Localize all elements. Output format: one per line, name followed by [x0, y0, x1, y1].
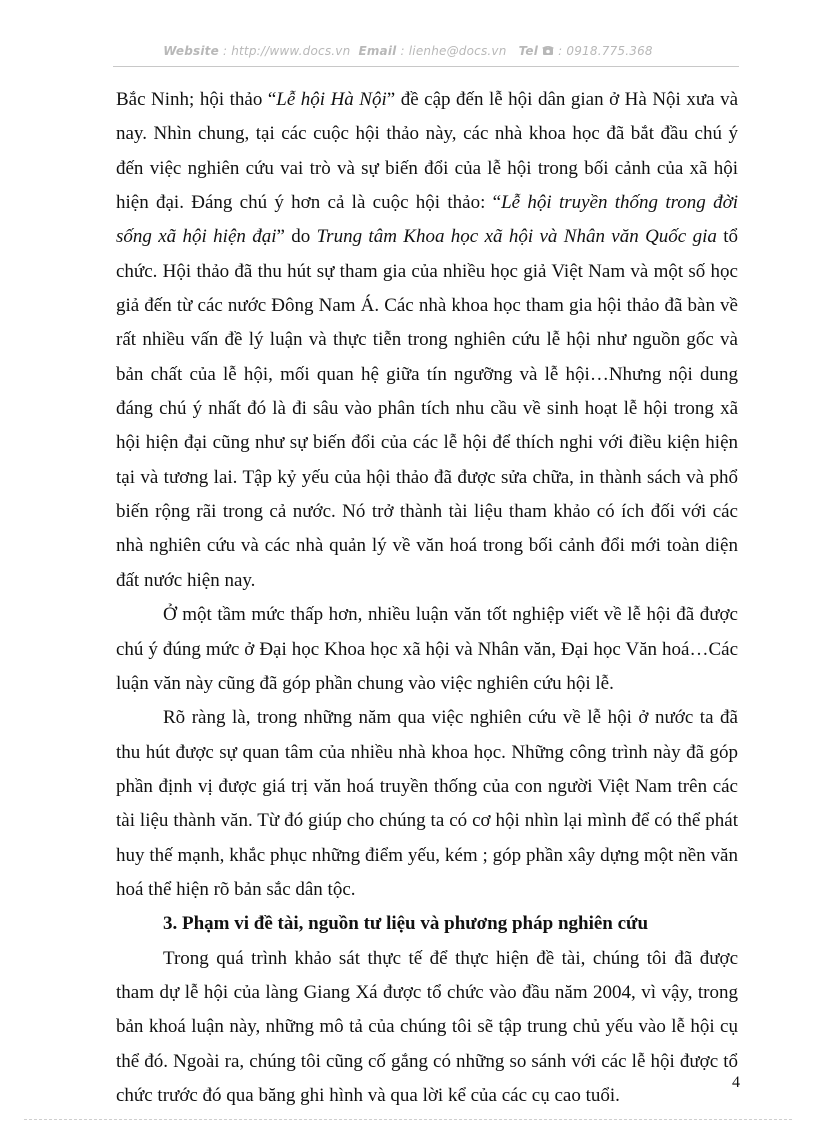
page-number: 4 [732, 1074, 740, 1091]
tel-value: : 0918.775.368 [558, 44, 653, 58]
paragraph-2: Ở một tầm mức thấp hơn, nhiều luận văn tốt nghiệp viết về lễ hội đã được chú ý đúng mức ở Đại học Khoa học xã hội và Nhân văn, Đại học Văn hoá…Các luận văn này cũng đã góp phần chung vào việc nghiên cứu hội lễ. [116, 604, 738, 694]
italic-title: Lễ hội truyền thống trong đời sống xã hội hiện đại [116, 192, 738, 248]
email-value: : lienhe@docs.vn [400, 44, 507, 58]
page-header [0, 44, 816, 58]
tel-label: Tel [518, 44, 539, 58]
paragraph-1 [116, 83, 738, 598]
website-value: : http://www.docs.vn [222, 44, 351, 58]
footer-divider [24, 1119, 792, 1120]
italic-organization: Trung tâm Khoa học xã hội và Nhân văn Quốc gia [316, 226, 717, 248]
header-divider [113, 66, 739, 67]
text-run: Bắc Ninh; hội thảo “ [116, 89, 277, 110]
italic-title: Lễ hội Hà Nội [276, 89, 387, 110]
text-run: tổ chức. Hội thảo đã thu hút sự tham gia của nhiều học giả Việt Nam và một số học giả đến từ các nước Đông Nam Á. Các nhà khoa học tham gia hội thảo đã bàn về rất nhiều vấn đề lý luận và thực tiễn trong nghiên cứu lễ hội như nguồn gốc và bản chất của lễ hội, mối quan hệ giữa tín ngưỡng và lễ hội…Nhưng nội dung đáng chú ý nhất đó là đi sâu vào phân tích nhu cầu về sinh hoạt lễ hội trong xã hội hiện đại cũng như sự biến đổi của các lễ hội để thích nghi với điều kiện hiện tại và tương lai. Tập kỷ yếu của hội thảo đã được sửa chữa, in thành sách và phổ biến rộng rãi trong cả nước. Nó trở thành tài liệu tham khảo có ích đối với các nhà nghiên cứu và các nhà quản lý về văn hoá trong bối cảnh đổi mới toàn diện đất nước hiện nay. [116, 226, 739, 591]
text-run: ” do [276, 226, 317, 248]
document-body [116, 83, 738, 1113]
section-heading: 3. Phạm vi đề tài, nguồn tư liệu và phương pháp nghiên cứu [163, 913, 649, 935]
text-run: ” đề cập đến lễ hội dân gian ở Hà Nội xưa và nay. Nhìn chung, tại các cuộc hội thảo này, các nhà khoa học đã bắt đầu chú ý đến việc nghiên cứu vai trò và sự biến đổi của lễ hội trong bối cảnh của xã hội hiện đại. Đáng chú ý hơn cả là cuộc hội thảo: “ [116, 89, 739, 214]
website-label: Website [163, 44, 219, 58]
email-label: Email [358, 44, 397, 58]
paragraph-3: Rõ ràng là, trong những năm qua việc nghiên cứu về lễ hội ở nước ta đã thu hút được sự quan tâm của nhiều nhà khoa học. Những công trình này đã góp phần định vị được giá trị văn hoá truyền thống của con người Việt Nam trên các tài liệu thành văn. Từ đó giúp cho chúng ta có cơ hội nhìn lại mình để có thể phát huy thế mạnh, khắc phục những điểm yếu, kém ; góp phần xây dựng một nền văn hoá thể hiện rõ bản sắc dân tộc. [116, 707, 738, 900]
paragraph-4: Trong quá trình khảo sát thực tế để thực hiện đề tài, chúng tôi đã được tham dự lễ hội của làng Giang Xá được tổ chức vào đầu năm 2004, vì vậy, trong bản khoá luận này, những mô tả của chúng tôi sẽ tập trung chủ yếu vào lễ hội cụ thể đó. Ngoài ra, chúng tôi cũng cố gắng có những so sánh với các lễ hội được tổ chức trước đó qua băng ghi hình và qua lời kể của các cụ cao tuổi. [116, 947, 738, 1106]
phone-icon [542, 44, 558, 58]
